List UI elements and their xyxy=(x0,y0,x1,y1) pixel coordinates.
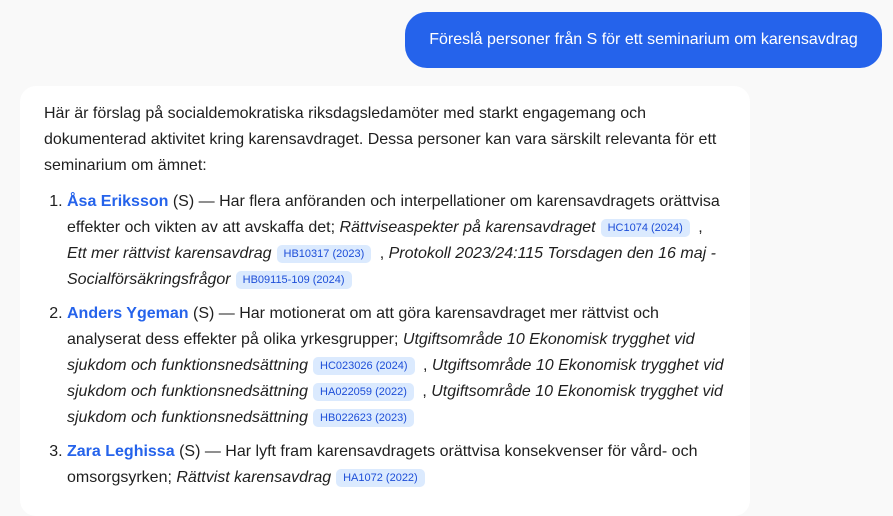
party-label: (S) xyxy=(179,443,201,460)
reference-chip[interactable]: HB10317 (2023) xyxy=(277,245,372,263)
user-message-text: Föreslå personer från S för ett seminarium om karensavdrag xyxy=(429,31,858,48)
person-link[interactable]: Åsa Eriksson xyxy=(67,193,169,210)
user-message xyxy=(405,12,882,68)
reference-chip[interactable]: HC023026 (2024) xyxy=(313,357,414,375)
person-description: — Har flera anföranden och interpellationer om karensavdragets orättvisa effekter och vikten av att avskaffa det; xyxy=(67,193,720,236)
reference-title: Rättviseaspekter på karensavdraget xyxy=(339,219,596,236)
reference-title: Rättvist karensavdrag xyxy=(176,469,332,486)
reference-title: Utgiftsområde 10 Ekonomisk trygghet vid sjukdom och funktionsnedsättning xyxy=(67,383,723,426)
assistant-intro: Här är förslag på socialdemokratiska riksdagsledamöter med starkt engagemang och dokumenterad aktivitet kring karensavdraget. Dessa personer kan vara särskilt relevanta för ett seminarium om ämnet: xyxy=(44,105,717,174)
list-item: 2. Anders Ygeman (S) — Har motionerat om att göra karensavdraget mer rättvist och analyserat dess effekter på olika yrkesgrupper; Utgiftsområde 10 Ekonomisk trygghet vid sjukdom och funktionsnedsättning HC023026 (2024) , Utgiftsområde 10 Ekonomisk trygghet vid sjukdom och funktionsnedsättning HA022059 (2022) , Utgiftsområde 10 Ekonomisk trygghet vid sjukdom och funktionsnedsättning HB022623 (2023) xyxy=(67,301,726,431)
party-label: (S) xyxy=(192,305,215,322)
reference-title: Utgiftsområde 10 Ekonomisk trygghet vid sjukdom och funktionsnedsättning xyxy=(67,357,724,400)
list-item: 1. Åsa Eriksson (S) — Har flera anföranden och interpellationer om karensavdragets orättvisa effekter och vikten av att avskaffa det; Rättviseaspekter på karensavdraget HC1074 (2024) , Ett mer rättvist karensavdrag HB10317 (2023) , Protokoll 2023/24:115 Torsdagen den 16 maj - Socialförsäkringsfrågor HB09115-109 (2024) xyxy=(67,189,726,293)
list-item xyxy=(67,439,726,491)
party-label: (S) xyxy=(172,193,195,210)
person-link[interactable]: Zara Leghissa xyxy=(67,443,175,460)
reference-chip[interactable]: HB09115-109 (2024) xyxy=(236,271,352,289)
reference-title: Utgiftsområde 10 Ekonomisk trygghet vid sjukdom och funktionsnedsättning xyxy=(67,331,695,374)
person-link[interactable]: Anders Ygeman xyxy=(67,305,189,322)
reference-chip[interactable]: HB022623 (2023) xyxy=(313,409,414,427)
reference-chip[interactable]: HC1074 (2024) xyxy=(601,219,690,237)
person-description: — Har lyft fram karensavdragets orättvisa konsekvenser för vård- och omsorgsyrken; xyxy=(67,443,698,486)
reference-title: Ett mer rättvist karensavdrag xyxy=(67,245,272,262)
reference-title: Protokoll 2023/24:115 Torsdagen den 16 maj - Socialförsäkringsfrågor xyxy=(67,245,716,288)
reference-chip[interactable]: HA022059 (2022) xyxy=(313,383,414,401)
assistant-message xyxy=(20,86,750,516)
reference-chip[interactable]: HA1072 (2022) xyxy=(336,469,425,487)
person-description: — Har motionerat om att göra karensavdraget mer rättvist och analyserat dess effekter på olika yrkesgrupper; xyxy=(67,305,659,348)
suggestion-list xyxy=(44,189,726,491)
